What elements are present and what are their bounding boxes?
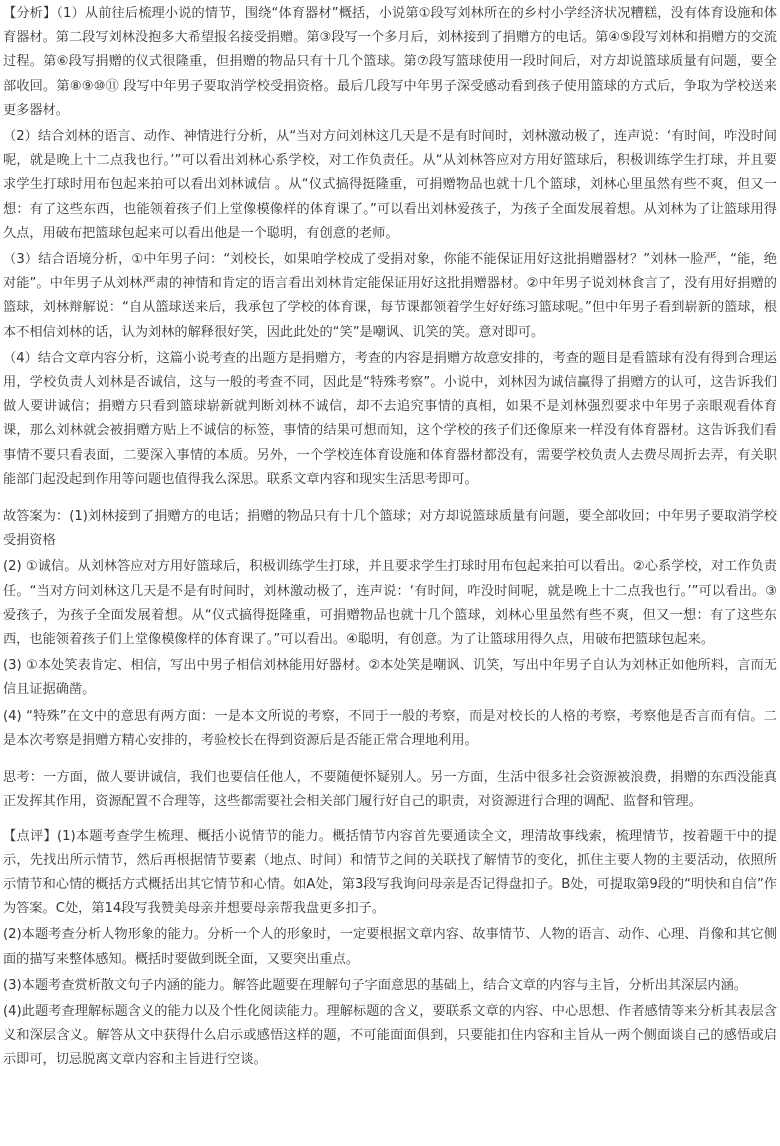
answer-paragraph-3: (3) ①本处笑表肯定、相信，写出中男子相信刘林能用好器材。②本处笑是嘲讽、讥笑，写出中年男子自认为刘林正如他所料，言而无信且证据确凿。 <box>3 658 777 698</box>
comment-paragraph-4: (4)此题考查理解标题含义的能力以及个性化阅读能力。理解标题的含义，要联系文章的内容、中心思想、作者感情等来分析其表层含义和深层含义。解答从文中获得什么启示或感悟这样的题，不可能面面俱到，只要能扣住内容和主旨从一两个侧面谈自己的感悟或启示即可，切忌脱离文章内容和主旨进行空谈。 <box>3 1003 777 1068</box>
comment-paragraph-1 <box>3 825 777 922</box>
answer-paragraph-2: (2) ①诚信。从刘林答应对方用好篮球后，积极训练学生打球，并且要求学生打球时用布包起来拍可以看出。②心系学校，对工作负责任。“当对方问刘林这几天是不是有时间时，刘林激动极了，连声说：‘有时间，咋没时间呢，就是晚上十二点我也行。’”可以看出。③爱孩子，为孩子全面发展着想。从“仪式搞得挺隆重，可捐赠物品也就十几个篮球，刘林心里虽然有些不爽，但又一想：有了这些东西，也能领着孩子们上堂像模像样的体育课了。”可以看出。④聪明，有创意。为了让篮球用得久点，用破布把篮球包起来。 <box>3 559 777 648</box>
think-paragraph: 思考：一方面，做人要讲诚信，我们也要信任他人，不要随便怀疑别人。另一方面，生活中很多社会资源被浪费，捐赠的东西没能真正发挥其作用，资源配置不合理等，这些都需要社会相关部门履行好自己的职责，对资源进行合理的调配、监督和管理。 <box>3 770 777 810</box>
answer-paragraph-1: 故答案为：(1)刘林接到了捐赠方的电话；捐赠的物品只有十几个篮球；对方却说篮球质量有问题，要全部收回；中年男子要取消学校受捐资格 <box>3 509 777 549</box>
analysis-tag: 【分析】 <box>3 6 57 21</box>
analysis-paragraph-3: （3）结合语境分析，①中年男子问：“刘校长，如果咱学校成了受捐对象，你能不能保证用好这批捐赠器材？”刘林一脸严，“能，绝对能”。中年男子从刘林严肃的神情和肯定的语言看出刘林肯定能保证用好这批捐赠器材。②中年男子说刘林食言了，没有用好捐赠的篮球，刘林辩解说：“自从篮球送来后，我承包了学校的体育课，每节课都领着学生好好练习篮球呢。”但中年男子看到崭新的篮球，根本不相信刘林的话，认为刘林的解释很好笑，因此此处的“笑”是嘲讽、讥笑的笑。意对即可。 <box>3 252 777 340</box>
analysis-p1-text: （1）从前往后梳理小说的情节，围绕“体育器材”概括，小说第①段写刘林所在的乡村小学经济状况糟糕，没有体育设施和体育器材。第二段写刘林没抱多大希望报名接受捐赠。第③段写一个多月后，刘林接到了捐赠方的电话。第④⑤段写刘林和捐赠方的交流过程。第⑥段写捐赠的仪式很隆重，但捐赠的物品只有十几个篮球。第⑦段写篮球使用一段时间后，对方却说篮球质量有问题，要全部收回。第⑧⑨⑩⑪ 段写中年男子要取消学校受捐资格。最后几段写中年男子深受感动看到孩子使用篮球的方式后，争取为学校送来更多器材。 <box>3 6 777 118</box>
comment-tag: 【点评】 <box>3 828 57 844</box>
analysis-paragraph-1 <box>3 2 777 123</box>
comment-paragraph-2: (2)本题考查分析人物形象的能力。分析一个人的形象时，一定要根据文章内容、故事情节、人物的语言、动作、心理、肖像和其它侧面的描写来整体感知。概括时要做到既全面，又要突出重点。 <box>3 927 777 967</box>
analysis-paragraph-4: （4）结合文章内容分析，这篇小说考查的出题方是捐赠方，考查的内容是捐赠方故意安排的，考查的题目是看篮球有没有得到合理运用，学校负责人刘林是否诚信，这与一般的考查不同，因此是“特殊考察”。小说中，刘林因为诚信赢得了捐赠方的认可，这告诉我们做人要讲诚信；捐赠方只看到篮球崭新就判断刘林不诚信，却不去追究事情的真相，如果不是刘林强烈要求中年男子亲眼观看体育课，那么刘林就会被捐赠方贴上不诚信的标签，事情的结果可想而知，这个学校的孩子们还像原来一样没有体育器材。这告诉我们看事情不要只看表面，二要深入事情的本质。另外，一个学校连体育设施和体育器材都没有，需要学校负责人去费尽周折去弄，有关职能部门起没起到作用等问题也值得我么深思。联系文章内容和现实生活思考即可。 <box>3 350 777 487</box>
comment-c1-text: (1)本题考查学生梳理、概括小说情节的能力。概括情节内容首先要通读全文，理清故事线索，梳理情节，按着题干中的提示，先找出所示情节，然后再根据情节要素（地点、时间）和情节之间的关联找了解情节的变化，抓住主要人物的主要活动，依照所示情节和心情的概括方式概括出其它情节和心情。如A处，第3段写我询问母亲是否记得盘扣子。B处，可提取第9段的“明快和自信”作为答案。C处，第14段写我赞美母亲并想要母亲帮我盘更多扣子。 <box>3 828 777 917</box>
analysis-paragraph-2: （2）结合刘林的语言、动作、神情进行分析，从“当对方问刘林这几天是不是有时间时，刘林激动极了，连声说：‘有时间，咋没时间呢，就是晚上十二点我也行。’”可以看出刘林心系学校，对工作负责任。从“从刘林答应对方用好篮球后，积极训练学生打球，并且要求学生打球时用布包起来拍可以看出刘林诚信 。从“仪式搞得挺隆重，可捐赠物品也就十几个篮球，刘林心里虽然有些不爽，但又一想：有了这些东西，也能领着孩子们上堂像模像样的体育课了。”可以看出刘林爱孩子，为孩子全面发展着想。从刘林为了让篮球用得久点，用破布把篮球包起来可以看出他是一个聪明，有创意的老师。 <box>3 129 777 241</box>
comment-paragraph-3: (3)本题考查赏析散文句子内涵的能力。解答此题要在理解句子字面意思的基础上，结合文章的内容与主旨，分析出其深层内涵。 <box>3 977 747 993</box>
answer-paragraph-4: (4) “特殊”在文中的意思有两方面：一是本文所说的考察，不同于一般的考察，而是对校长的人格的考察，考察他是否言而有信。二是本次考察是捐赠方精心安排的，考验校长在得到资源后是否能正常合理地利用。 <box>3 708 777 748</box>
